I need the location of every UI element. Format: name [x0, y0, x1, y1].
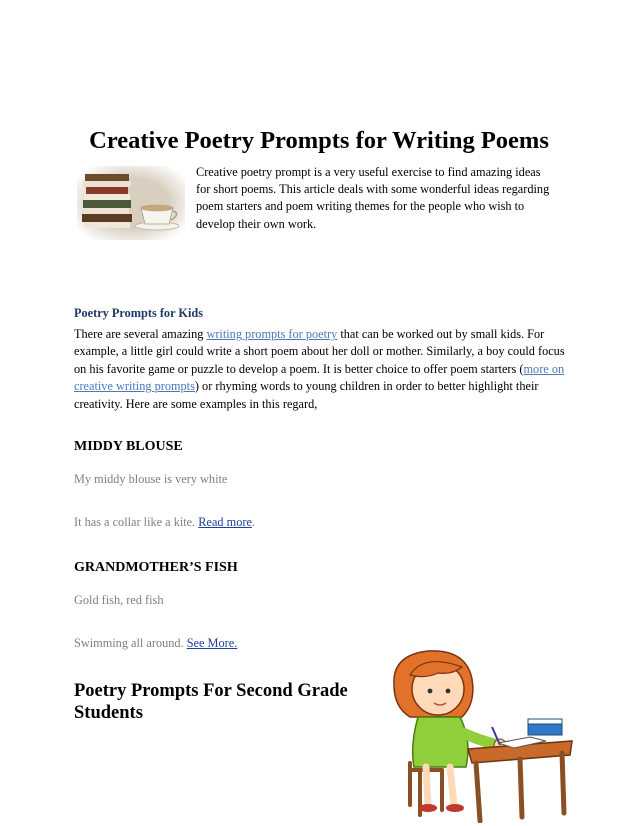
- poem-line-with-link: [74, 514, 255, 530]
- poem-line-text: It has a collar like a kite.: [74, 515, 199, 529]
- kids-text-start: There are several amazing: [74, 327, 207, 341]
- books-teacup-image: [77, 166, 185, 240]
- poem-line-with-link: [74, 635, 237, 651]
- poem-title-grandmothers-fish: GRANDMOTHER’S FISH: [74, 560, 238, 575]
- poem-line-text: Swimming all around.: [74, 636, 187, 650]
- read-more-link[interactable]: Read more: [198, 515, 252, 529]
- kids-paragraph: [74, 326, 566, 413]
- kids-text-mid: that can be worked out by small kids. For example, a little girl could write a short poem about her doll or mother. Similarly, a boy could focus on his favorite game or puzzle to develop a poem. It is better choice to offer poem starters (: [74, 327, 565, 376]
- poem-line-suffix: .: [251, 515, 255, 529]
- intro-paragraph: Creative poetry prompt is a very useful exercise to find amazing ideas for short poems. This article deals with some wonderful ideas regarding poem starters and poem writing themes for the people who wish to develop their own work.: [196, 165, 550, 231]
- poem-line: Gold fish, red fish: [74, 593, 164, 607]
- section-heading-kids: Poetry Prompts for Kids: [74, 306, 203, 320]
- poem-line: My middy blouse is very white: [74, 472, 228, 486]
- writing-prompts-link[interactable]: writing prompts for poetry: [206, 327, 338, 341]
- creative-writing-prompts-link[interactable]: more on creative writing prompts: [74, 361, 565, 394]
- kids-text-end: ) or rhyming words to young children in order to better highlight their creativity. Here are some examples in this regard,: [74, 379, 539, 411]
- section-heading-second-grade: Poetry Prompts For Second Grade Students: [74, 681, 348, 723]
- girl-writing-at-desk-image: [380, 645, 575, 823]
- poem-title-middy-blouse: MIDDY BLOUSE: [74, 439, 183, 454]
- page-title: Creative Poetry Prompts for Writing Poems: [89, 127, 549, 154]
- see-more-link[interactable]: See More.: [186, 636, 238, 650]
